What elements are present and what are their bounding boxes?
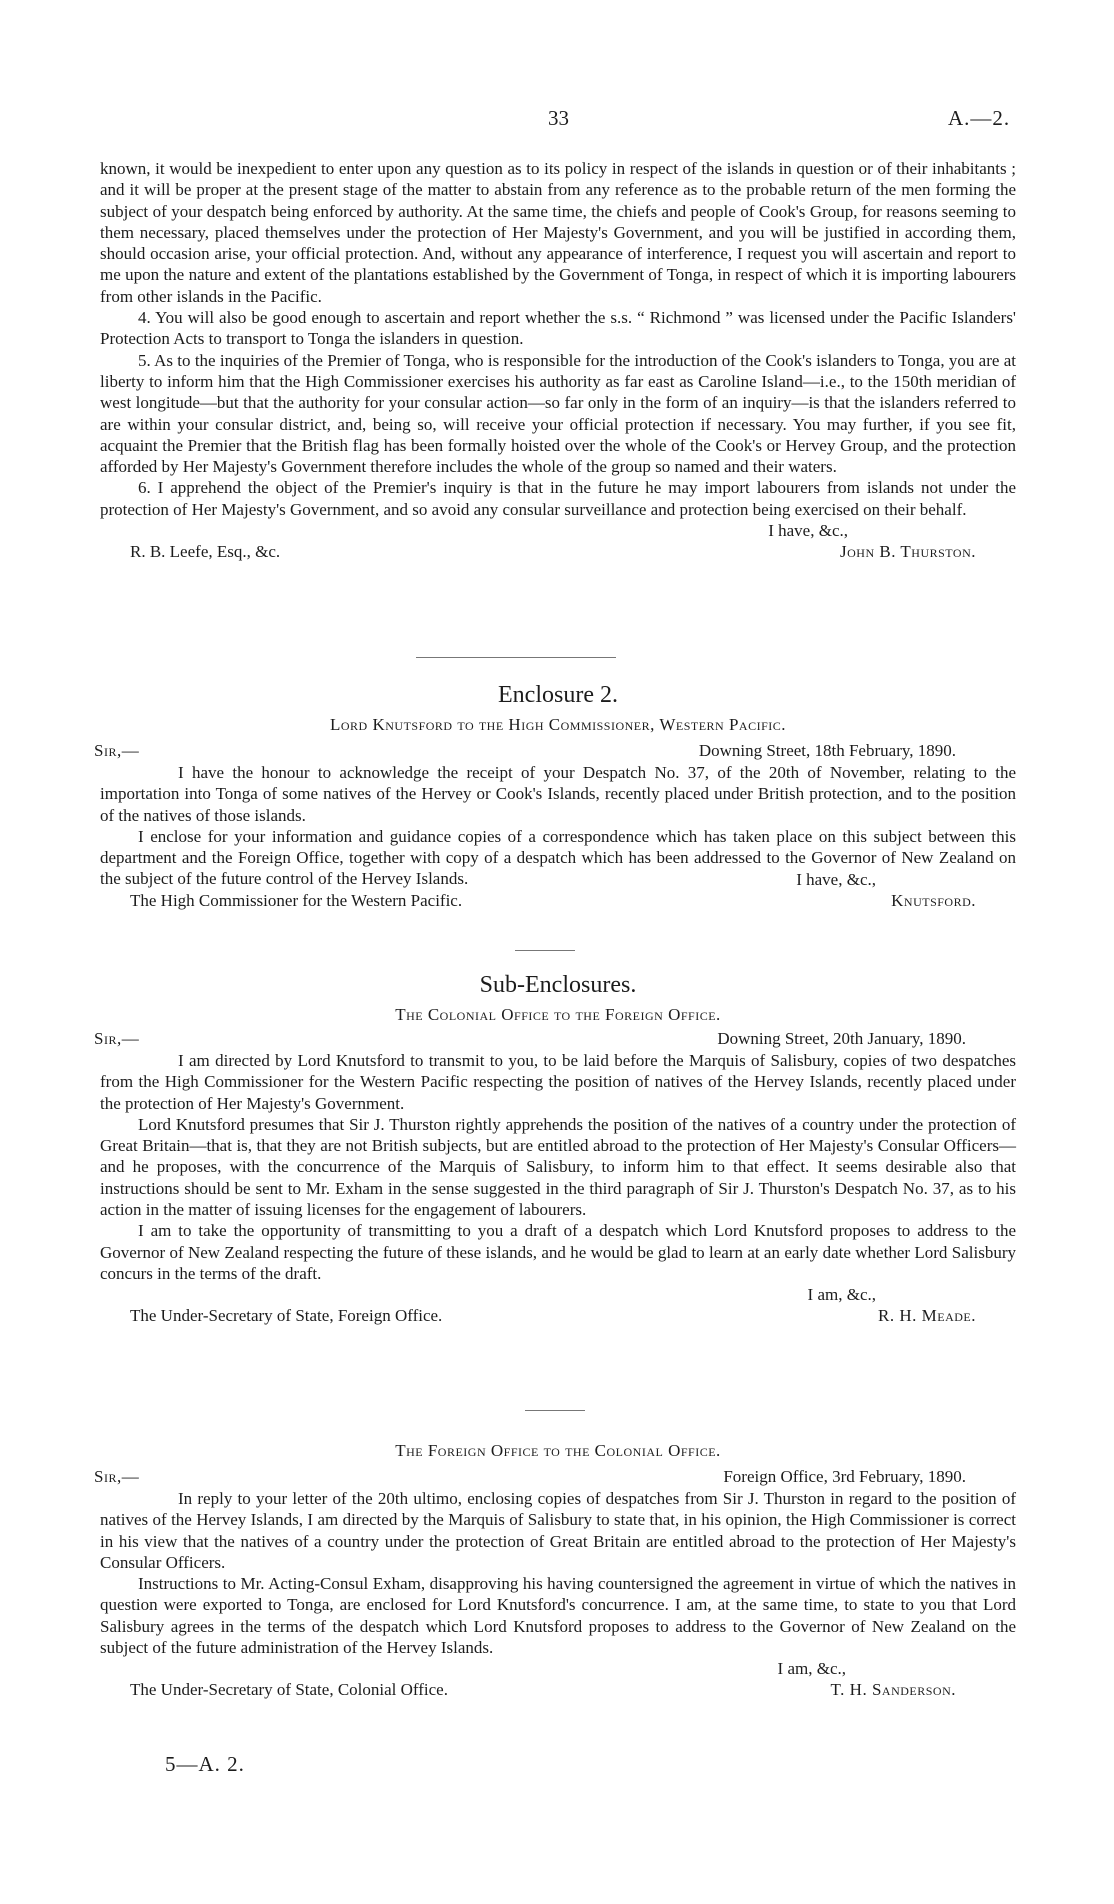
paragraph-4: 4. You will also be good enough to ascertain and report whether the s.s. “ Richmond ” was licensed under the Pacific Islanders' Protection Acts to transport to Tonga the islanders in question. — [100, 308, 1016, 349]
section-divider — [416, 657, 616, 658]
signature-code: 5—A. 2. — [165, 1752, 245, 1776]
section-divider — [515, 950, 575, 951]
addressee: R. B. Leefe, Esq., &c. — [130, 542, 281, 562]
closing-formula: I have, &c., — [768, 521, 848, 541]
place-date: Downing Street, 18th February, 1890. — [698, 741, 956, 760]
enclosure-2 — [94, 680, 1016, 911]
page-number: 33 — [548, 106, 569, 130]
closing-line — [100, 1284, 1016, 1305]
salutation: Sir,— — [94, 1029, 140, 1048]
place-date: Downing Street, 20th January, 1890. — [717, 1029, 966, 1048]
paragraph: I have the honour to acknowledge the receipt of your Despatch No. 37, of the 20th of November, relating to the importation into Tonga of some natives of the Hervey or Cook's Islands, recently placed under British protection, and to the position of the natives of those islands. — [100, 763, 1016, 825]
signatory: Knutsford. — [891, 890, 976, 910]
addressee: The Under-Secretary of State, Colonial Office. — [130, 1680, 448, 1700]
closing-formula: I am, &c., — [807, 1285, 876, 1305]
paragraph: I enclose for your information and guidance copies of a correspondence which has taken place on this subject between this department and the Foreign Office, together with copy of a despatch which has been addressed to the Governor of New Zealand on the subject of the future control of the Hervey Islands. — [100, 826, 1016, 889]
enclosure-title: Enclosure 2. — [498, 682, 618, 708]
section-divider — [525, 1410, 585, 1411]
place-date: Foreign Office, 3rd February, 1890. — [723, 1467, 966, 1486]
closing-line — [100, 520, 1016, 541]
signature-block — [100, 1679, 1016, 1700]
despatch-continuation — [100, 158, 1016, 562]
paragraph: In reply to your letter of the 20th ultimo, enclosing copies of despatches from Sir J. Thurston in regard to the position of natives of the Hervey Islands, I am directed by the Marquis of Salisbury to state that, in his opinion, the High Commissioner is correct in his view that the natives of a country under the protection of Great Britain are entitled abroad to the protection of Her Majesty's Consular Officers. — [100, 1489, 1016, 1572]
closing-formula: I have, &c., — [796, 869, 876, 889]
signatory: T. H. Sanderson. — [830, 1680, 956, 1700]
closing-line — [100, 869, 1016, 890]
salutation-line — [94, 740, 1016, 762]
signatory: R. H. Meade. — [878, 1306, 976, 1326]
paragraph: I am to take the opportunity of transmitting to you a draft of a despatch which Lord Knutsford proposes to address to the Governor of New Zealand respecting the future of these islands, and he would be glad to learn at an early date whether Lord Salisbury concurs in the terms of the draft. — [100, 1221, 1016, 1283]
addressee: The High Commissioner for the Western Pacific. — [130, 890, 463, 910]
paragraph: I am directed by Lord Knutsford to transmit to you, to be laid before the Marquis of Salisbury, copies of two despatches from the High Commissioner for the Western Pacific respecting the position of natives of the Hervey Islands, recently placed under the protection of Her Majesty's Government. — [100, 1051, 1016, 1113]
closing-line — [100, 1658, 1016, 1679]
salutation-line — [94, 1028, 1016, 1050]
closing-formula: I am, &c., — [777, 1659, 846, 1679]
letter-subtitle: The Colonial Office to the Foreign Office. — [395, 1005, 721, 1024]
salutation: Sir,— — [94, 1467, 140, 1486]
paragraph: Instructions to Mr. Acting-Consul Exham, disapproving his having countersigned the agreement in virtue of which the natives in question were exported to Tonga, are enclosed for Lord Knutsford's concurrence. I am, at the same time, to state to you that Lord Salisbury agrees in the terms of the despatch which Lord Knutsford proposes to address to the Governor of New Zealand on the subject of the future administration of the Hervey Islands. — [100, 1574, 1016, 1658]
enclosure-subtitle: Lord Knutsford to the High Commissioner, Western Pacific. — [329, 715, 787, 734]
foreign-office-letter — [94, 1440, 1016, 1700]
sub-enclosures-title: Sub-Enclosures. — [479, 972, 637, 998]
signature-block — [100, 890, 1016, 911]
paragraph-6: 6. I apprehend the object of the Premier's inquiry is that in the future he may import labourers from islands not under the protection of Her Majesty's Government, and so avoid any consular surveillance and protection being exercised on their behalf. — [100, 478, 1016, 519]
paragraph-continued: known, it would be inexpedient to enter upon any question as to its policy in respect of the islands in question or of their inhabitants ; and it will be proper at the present stage of the matter to abstain from any reference as to the probable return of the men forming the subject of your despatch being enforced by authority. At the same time, the chiefs and people of Cook's Group, for reasons seeming to them necessary, placed themselves under the protection of Her Majesty's Government, and you will be justified in according them, should occasion arise, your official protection. And, without any appearance of interference, I request you will ascertain and report to me upon the nature and extent of the plantations established by the Government of Tonga, in respect of which it is importing labourers from other islands in the Pacific. — [100, 159, 1016, 306]
salutation-line — [94, 1466, 1016, 1488]
letter-subtitle: The Foreign Office to the Colonial Office. — [395, 1441, 721, 1460]
salutation: Sir,— — [94, 741, 140, 760]
addressee: The Under-Secretary of State, Foreign Office. — [130, 1306, 443, 1326]
signature-block — [100, 1305, 1016, 1326]
signatory: John B. Thurston. — [840, 542, 976, 562]
session-reference: A.—2. — [948, 106, 1011, 130]
sub-enclosures — [94, 970, 1016, 1326]
paragraph-5: 5. As to the inquiries of the Premier of Tonga, who is responsible for the introduction of the Cook's islanders to Tonga, you are at liberty to inform him that the High Commissioner exercises his authority as far east as Caroline Island—i.e., to the 150th meridian of west longitude—but that the authority for your consular action—so far only in the form of an inquiry—is that the islanders referred to are within your consular district, and, being so, will receive your official protection if necessary. You may further, if you see fit, acquaint the Premier that the British flag has been formally hoisted over the whole of the Cook's or Hervey Group, and the protection afforded by Her Majesty's Government therefore includes the whole of the group so named and their waters. — [100, 350, 1016, 477]
page-header — [0, 106, 1114, 136]
signature-block — [100, 541, 1016, 562]
paragraph: Lord Knutsford presumes that Sir J. Thurston rightly apprehends the position of the natives of a country under the protection of Great Britain—that is, that they are not British subjects, but are entitled abroad to the protection of Her Majesty's Consular Officers—and he proposes, with the concurrence of the Marquis of Salisbury, to inform him to that effect. It seems desirable also that instructions should be sent to Mr. Exham in the sense suggested in the third paragraph of Sir J. Thurston's Despatch No. 37, as to his action in the matter of issuing licenses for the engagement of labourers. — [100, 1114, 1016, 1220]
